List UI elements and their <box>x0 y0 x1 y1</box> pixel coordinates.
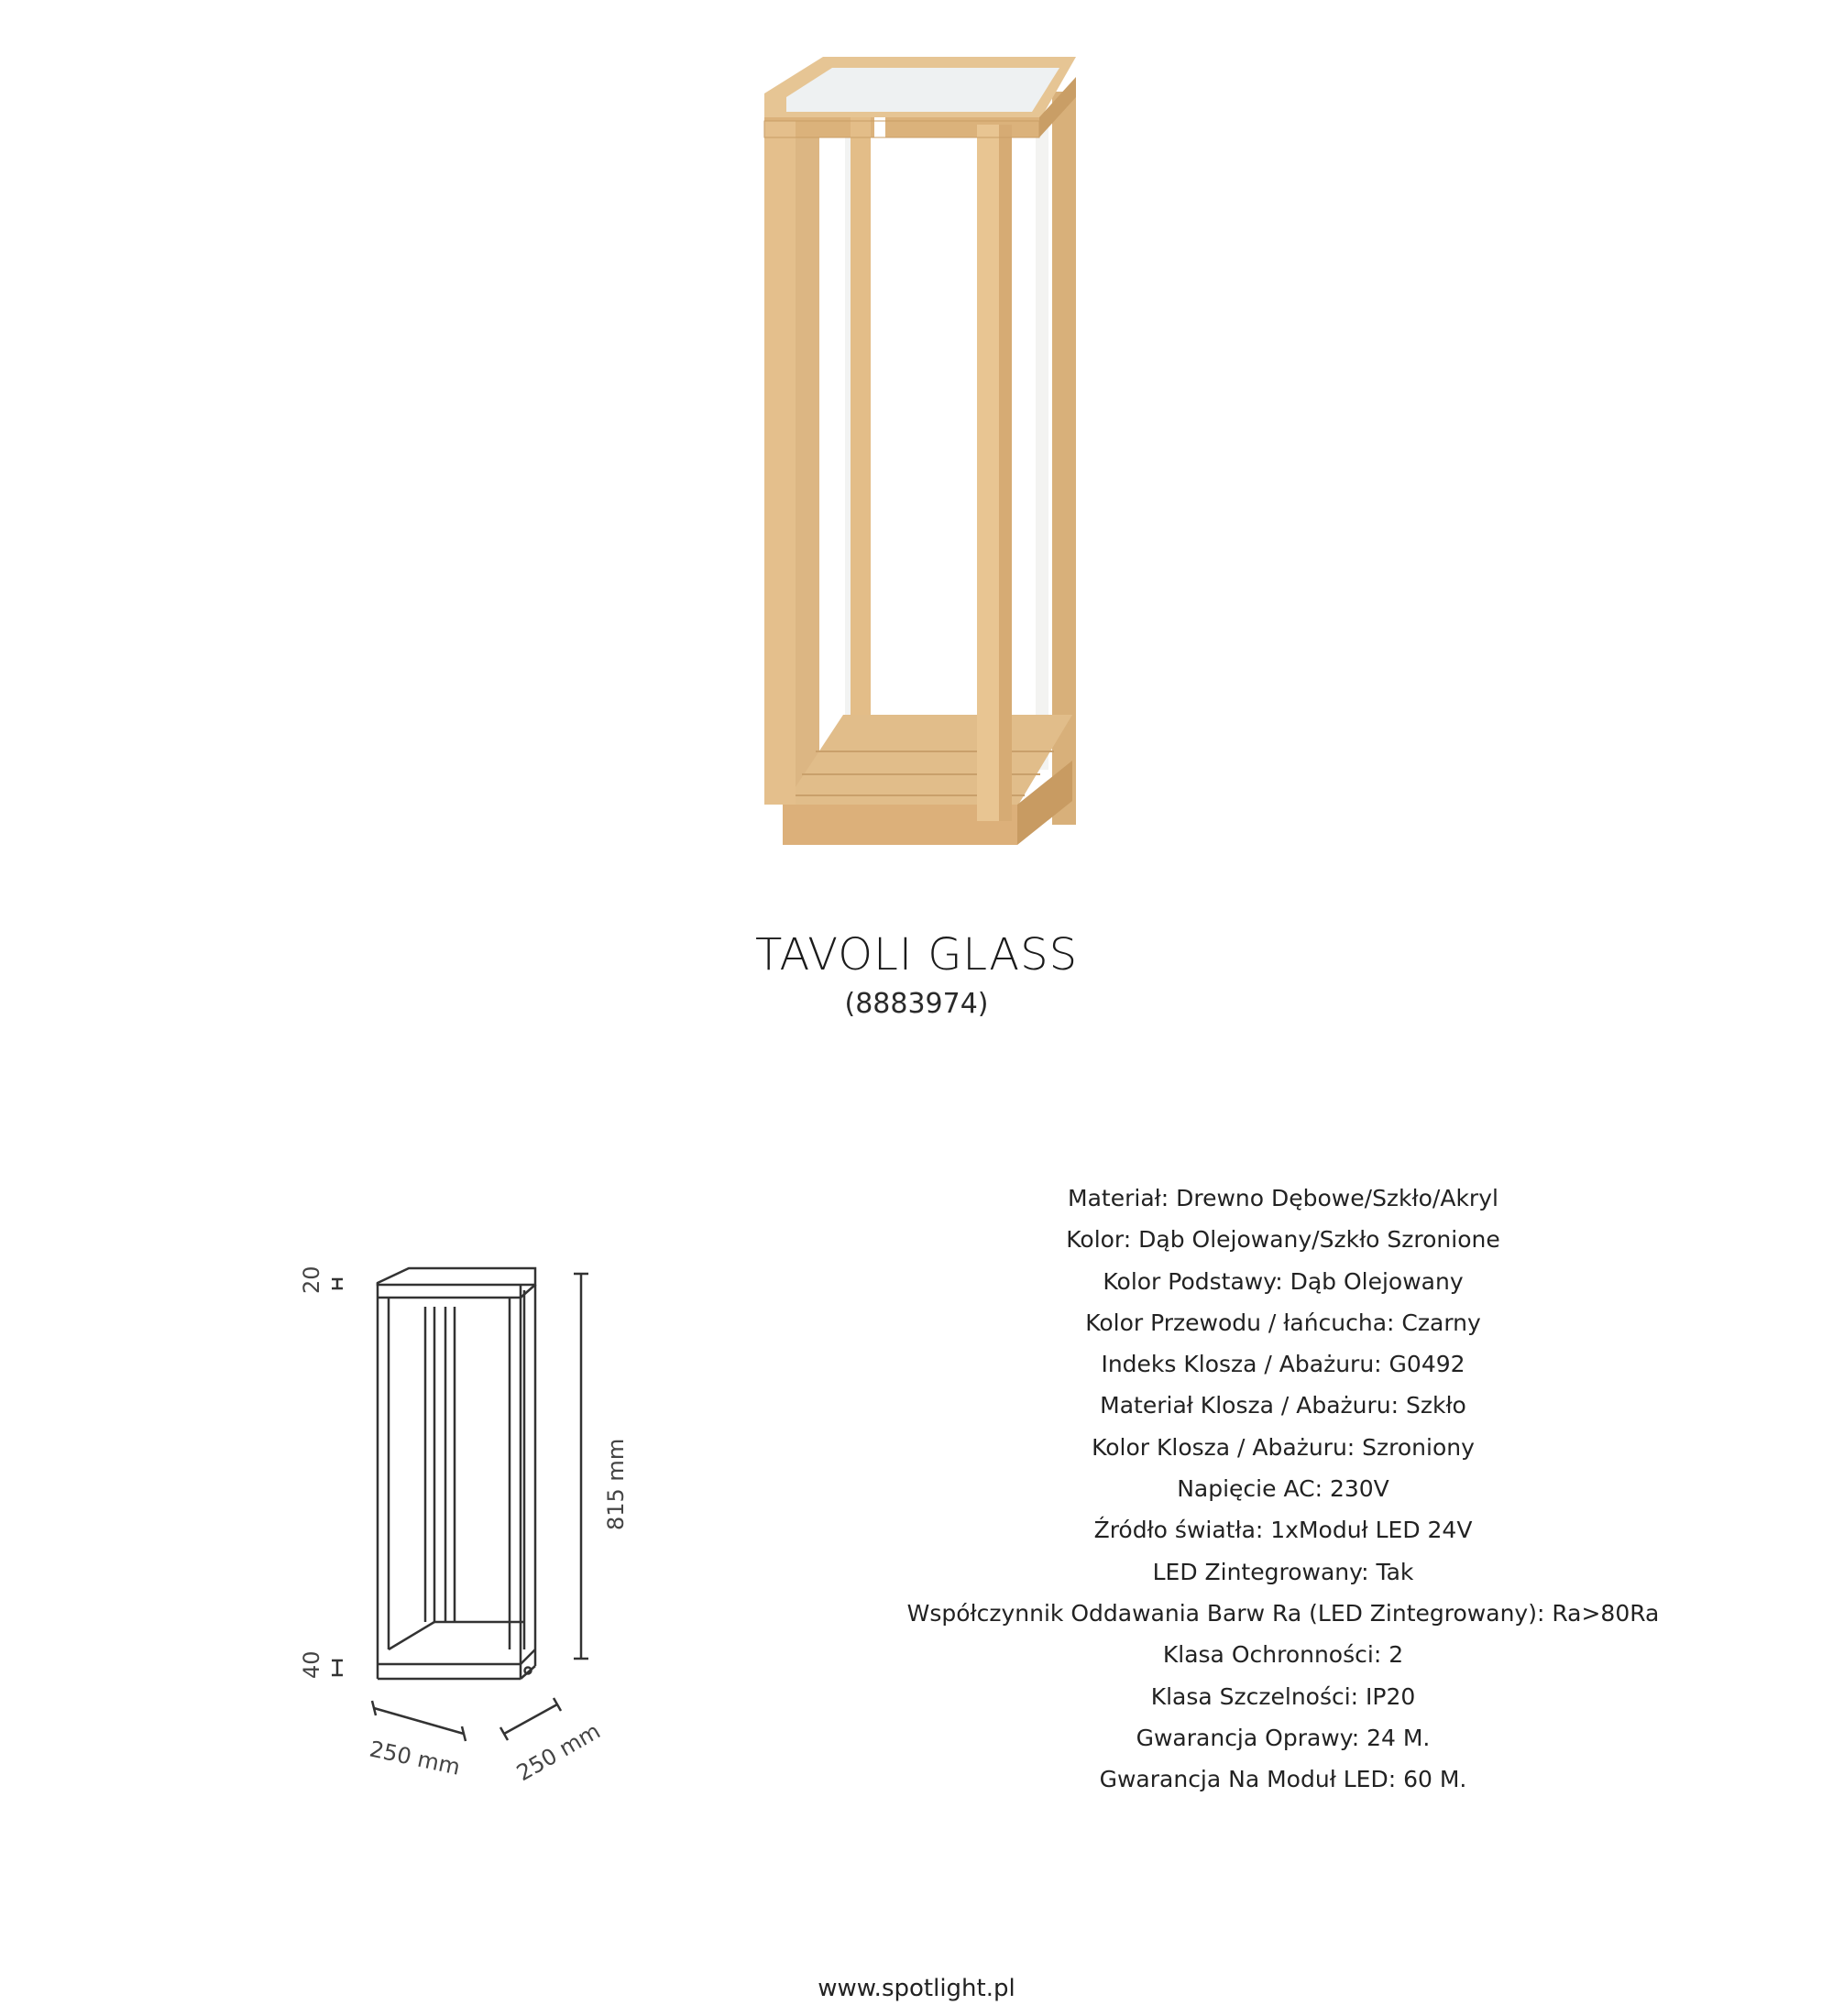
product-code: (8883974) <box>844 988 989 1020</box>
specs-list <box>880 1178 1686 1800</box>
spec-item: Kolor: Dąb Olejowany/Szkło Szronione <box>1066 1226 1500 1254</box>
footer-url[interactable]: www.spotlight.pl <box>818 1975 1015 2002</box>
height-label: 815 mm <box>603 1438 629 1530</box>
spec-item: Gwarancja Oprawy: 24 M. <box>1136 1724 1431 1751</box>
spec-item: Indeks Klosza / Abażuru: G0492 <box>1101 1351 1465 1378</box>
product-photo <box>733 37 1118 880</box>
spec-item: Napięcie AC: 230V <box>1177 1475 1389 1503</box>
depth-label: 250 mm <box>512 1717 605 1787</box>
product-title: TAVOLI GLASS <box>754 929 1079 981</box>
spec-item: Współczynnik Oddawania Barw Ra (LED Zintegrowany): Ra>80Ra <box>906 1599 1660 1627</box>
spec-item: Źródło światła: 1xModuł LED 24V <box>1093 1517 1473 1544</box>
spec-item: Klasa Szczelności: IP20 <box>1150 1682 1416 1710</box>
spec-item: Materiał Klosza / Abażuru: Szkło <box>1100 1392 1466 1419</box>
spec-item: Gwarancja Na Moduł LED: 60 M. <box>1099 1766 1467 1793</box>
spec-item: Klasa Ochronności: 2 <box>1162 1641 1404 1669</box>
spec-item: Kolor Przewodu / łańcucha: Czarny <box>1085 1309 1481 1336</box>
technical-drawing <box>275 1246 660 1796</box>
width-label: 250 mm <box>367 1736 463 1780</box>
spec-item: LED Zintegrowany: Tak <box>1152 1558 1414 1585</box>
dim-bottom-label: 40 <box>299 1650 324 1679</box>
dim-top-label: 20 <box>299 1265 324 1294</box>
spec-item: Kolor Podstawy: Dąb Olejowany <box>1103 1267 1464 1295</box>
spec-item: Kolor Klosza / Abażuru: Szroniony <box>1092 1433 1475 1461</box>
title-block <box>0 926 1833 1023</box>
spec-item: Materiał: Drewno Dębowe/Szkło/Akryl <box>1068 1185 1498 1211</box>
